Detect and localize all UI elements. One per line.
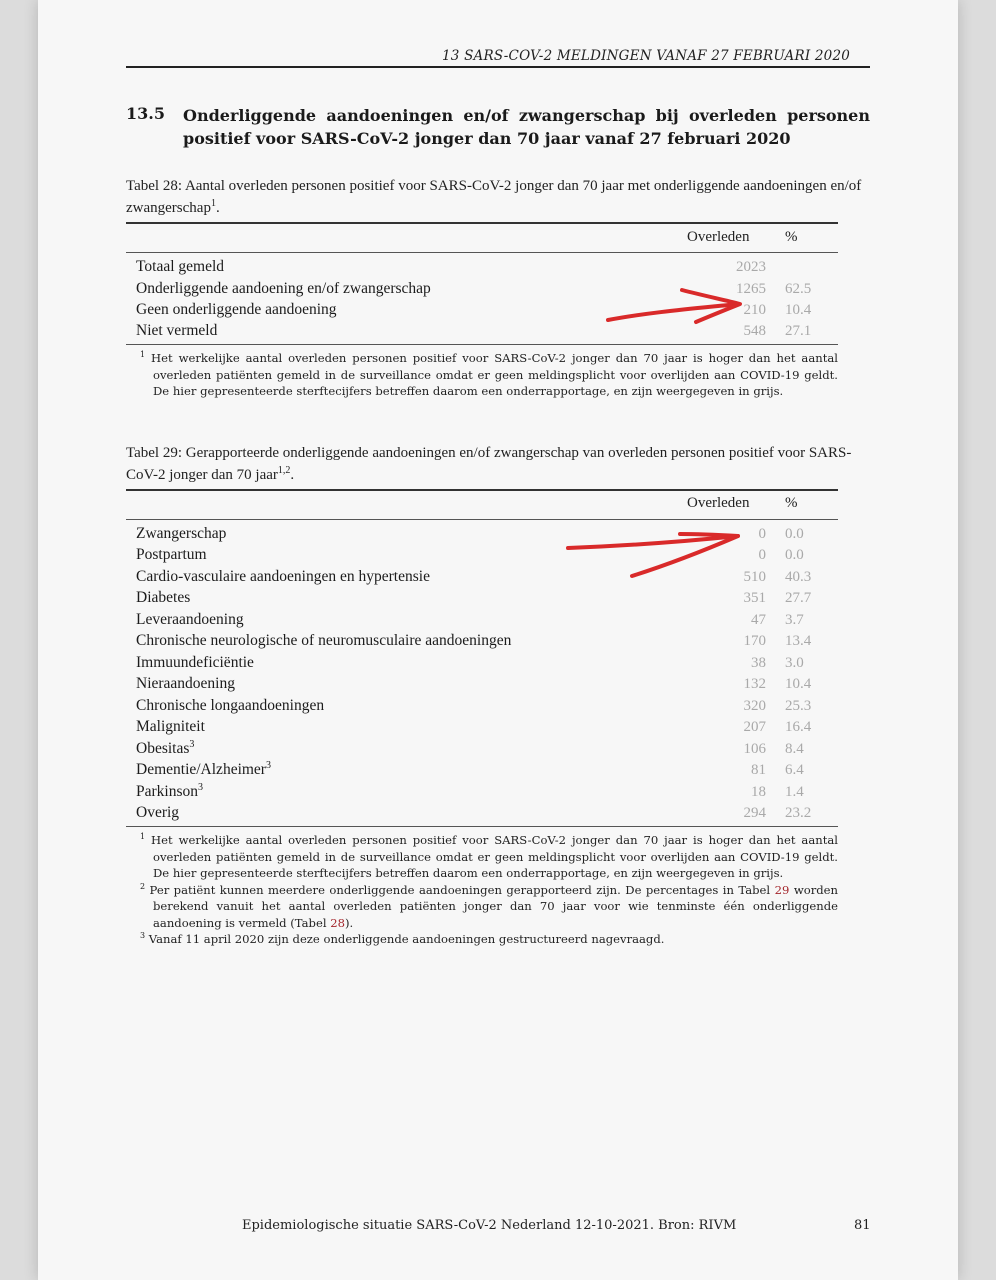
table28-footnote: $^1$ Het werkelijke aantal overleden personen positief voor SARS-CoV-2 jonger dan 70 jaar is hoger dan het aantal overleden patiënten gemeld in de surveillance omdat er geen meldingsplicht voor overlijden aan COVID-19 geldt. De hier gepresenteerde sterftecijfers betreffen daarom een onderrapportage, en zijn weergegeven in grijs. bbox=[140, 350, 838, 398]
footnote-1: $^1$ Het werkelijke aantal overleden personen positief voor SARS-CoV-2 jonger dan 70 jaar is hoger dan het aantal overleden patiënten gemeld in de surveillance omdat er geen meldingsplicht voor overlijden aan COVID-19 geldt. De hier gepresenteerde sterftecijfers betreffen daarom een onderrapportage, en zijn weergegeven in grijs. bbox=[140, 832, 838, 880]
table-ref-link[interactable]: 29 bbox=[774, 882, 790, 897]
table-row-pct: 16.4 bbox=[785, 719, 812, 735]
table28-bottom-rule bbox=[126, 344, 838, 345]
table28-col-overleden: Overleden bbox=[687, 229, 750, 245]
table-row-pct: 40.3 bbox=[785, 569, 812, 585]
table29-footnotes bbox=[140, 832, 838, 948]
table-row-count: 548 bbox=[743, 323, 766, 339]
footnote-2: $^2$ Per patiënt kunnen meerdere onderliggende aandoeningen gerapporteerd zijn. De percentages in Tabel 29 worden berekend vanuit het aantal overleden patiënten jonger dan 70 jaar voor wie tenminste één onderliggende aandoening is vermeld (Tabel 28). bbox=[140, 881, 839, 930]
table29-header-rule bbox=[126, 519, 838, 520]
table-row-label: Niet vermeld bbox=[136, 322, 218, 339]
table-row-pct: 25.3 bbox=[785, 698, 812, 714]
table-row-count: 1265 bbox=[736, 281, 766, 297]
table-row-label: Maligniteit bbox=[136, 718, 205, 735]
section-number: 13.5 bbox=[126, 104, 165, 123]
table28-top-rule bbox=[126, 222, 838, 224]
table-ref-link[interactable]: 28 bbox=[330, 915, 345, 930]
table-row-pct: 10.4 bbox=[785, 302, 812, 318]
table-row-count: 47 bbox=[751, 612, 766, 628]
table-row-label: Immuundeficiëntie bbox=[136, 654, 254, 671]
table-row-label: Chronische neurologische of neuromusculaire aandoeningen bbox=[136, 632, 512, 649]
table-row-count: 0 bbox=[758, 526, 766, 542]
table-row-count: 351 bbox=[743, 590, 766, 606]
table-row-pct: 27.1 bbox=[785, 323, 812, 339]
table-row-count: 210 bbox=[743, 302, 766, 318]
table-row-pct: 1.4 bbox=[785, 784, 804, 800]
header-rule bbox=[126, 66, 870, 68]
table29-col-pct: % bbox=[785, 495, 798, 511]
page-footer: Epidemiologische situatie SARS-CoV-2 Nederland 12-10-2021. Bron: RIVM bbox=[242, 1218, 737, 1233]
table29-top-rule bbox=[126, 489, 838, 491]
table28-header-rule bbox=[126, 252, 838, 253]
table-row-count: 106 bbox=[743, 741, 766, 757]
table-row-label: Obesitas$^3$ bbox=[136, 738, 195, 757]
table-row-count: 2023 bbox=[736, 259, 766, 275]
table-row-label: Zwangerschap bbox=[136, 525, 227, 542]
table-row-count: 81 bbox=[751, 762, 766, 778]
table-row-label: Cardio-vasculaire aandoeningen en hypertensie bbox=[136, 568, 430, 585]
section-title: Onderliggende aandoeningen en/of zwangerschap bij overleden personen positief voor SARS-CoV-2 jonger dan 70 jaar vanaf 27 februari 2020 bbox=[183, 106, 870, 148]
table-row-label: Overig bbox=[136, 804, 180, 821]
table-row-pct: 3.0 bbox=[785, 655, 804, 671]
table-row-pct: 13.4 bbox=[785, 633, 812, 649]
table-row-count: 294 bbox=[743, 805, 766, 821]
page-number: 81 bbox=[854, 1218, 871, 1233]
red-arrow-annotation-icon bbox=[600, 282, 750, 332]
footnote-3: $^3$ Vanaf 11 april 2020 zijn deze onderliggende aandoeningen gestructureerd nagevraagd. bbox=[140, 931, 665, 946]
table-row-pct: 62.5 bbox=[785, 281, 812, 297]
table-row-label: Onderliggende aandoening en/of zwangerschap bbox=[136, 280, 431, 297]
table28-col-pct: % bbox=[785, 229, 798, 245]
table-row-label: Dementie/Alzheimer$^3$ bbox=[136, 759, 271, 778]
table-row-count: 510 bbox=[743, 569, 766, 585]
table29-caption: Tabel 29: Gerapporteerde onderliggende aandoeningen en/of zwangerschap van overleden personen positief voor SARS-CoV-2 jonger dan 70 jaar$^{1,2}$. bbox=[126, 445, 852, 483]
table-row-pct: 6.4 bbox=[785, 762, 804, 778]
table-row-count: 320 bbox=[743, 698, 766, 714]
table-row-label: Totaal gemeld bbox=[136, 258, 225, 275]
table-row-pct: 0.0 bbox=[785, 526, 804, 542]
table-row-pct: 8.4 bbox=[785, 741, 804, 757]
table-row-label: Geen onderliggende aandoening bbox=[136, 301, 337, 318]
table-row-count: 132 bbox=[743, 676, 766, 692]
table-row-pct: 3.7 bbox=[785, 612, 804, 628]
table-row-count: 0 bbox=[758, 547, 766, 563]
table-row-pct: 23.2 bbox=[785, 805, 812, 821]
table-row-label: Diabetes bbox=[136, 589, 191, 606]
table28-caption: Tabel 28: Aantal overleden personen positief voor SARS-CoV-2 jonger dan 70 jaar met onderliggende aandoeningen en/of zwangerschap$^1$. bbox=[126, 178, 862, 216]
table-row-label: Parkinson$^3$ bbox=[136, 781, 203, 800]
running-header: 13 SARS-COV-2 MELDINGEN VANAF 27 FEBRUARI 2020 bbox=[442, 48, 851, 64]
table29-bottom-rule bbox=[126, 826, 838, 827]
table-row-label: Chronische longaandoeningen bbox=[136, 697, 325, 714]
table-row-pct: 0.0 bbox=[785, 547, 804, 563]
table-row-pct: 10.4 bbox=[785, 676, 812, 692]
table-row-count: 207 bbox=[743, 719, 766, 735]
table-row-pct: 27.7 bbox=[785, 590, 812, 606]
table-row-label: Postpartum bbox=[136, 546, 207, 563]
table29-col-overleden: Overleden bbox=[687, 495, 750, 511]
table-row-count: 38 bbox=[751, 655, 766, 671]
table-row-count: 18 bbox=[751, 784, 766, 800]
table-row-count: 170 bbox=[743, 633, 766, 649]
table-row-label: Nieraandoening bbox=[136, 675, 235, 692]
table-row-label: Leveraandoening bbox=[136, 611, 244, 628]
red-arrow-annotation-icon bbox=[560, 528, 750, 582]
